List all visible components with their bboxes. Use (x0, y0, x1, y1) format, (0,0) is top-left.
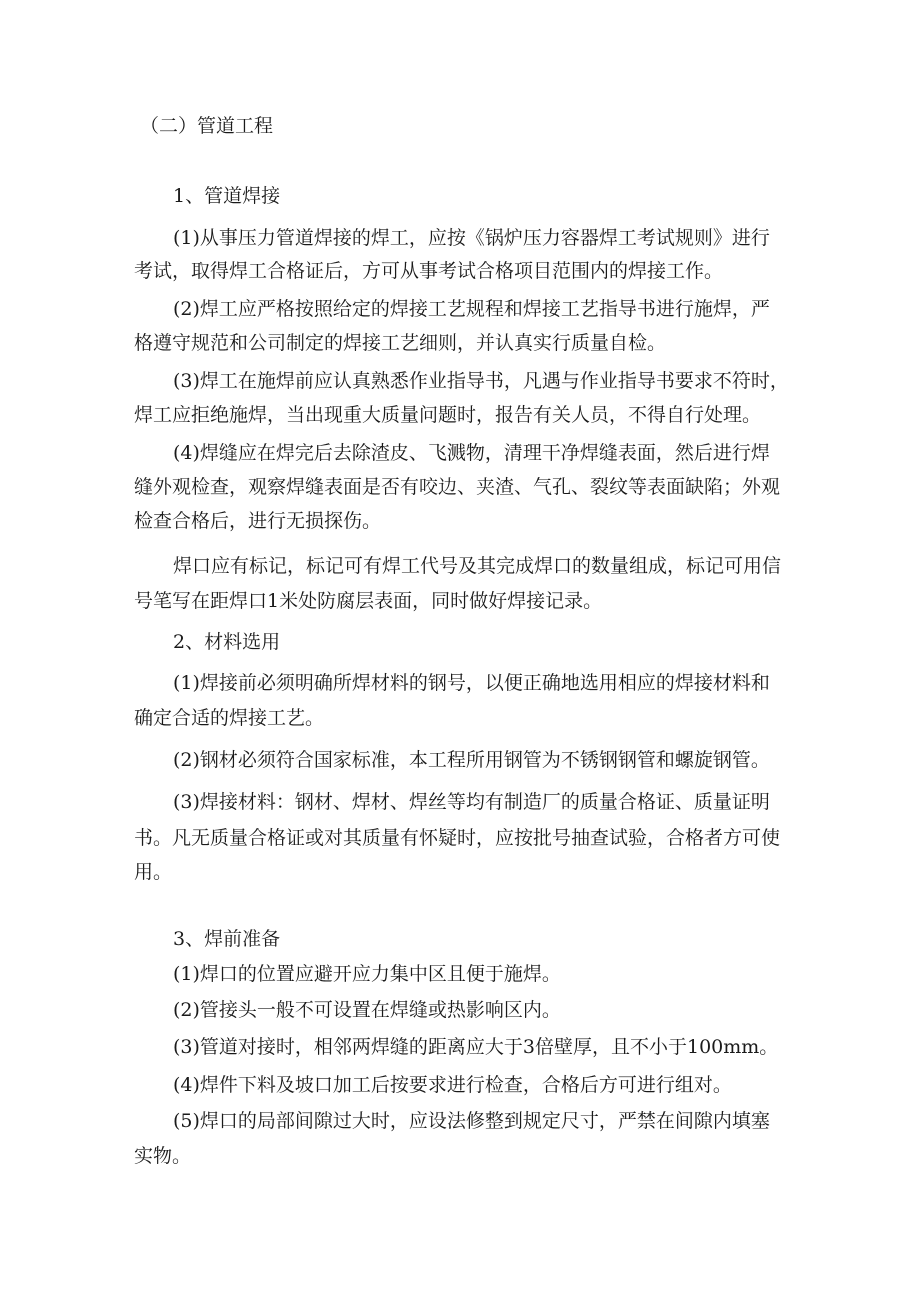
prep-heading: 3、焊前准备 (173, 928, 281, 950)
materials-p1-line2: 确定合适的焊接工艺。 (134, 707, 325, 729)
welding-p4-line2: 缝外观检查，观察焊缝表面是否有咬边、夹渣、气孔、裂纹等表面缺陷；外观 (134, 476, 781, 498)
welding-p4-line1: (4)焊缝应在焊完后去除渣皮、飞溅物，清理干净焊缝表面，然后进行焊 (173, 442, 770, 464)
prep-p3: (3)管道对接时，相邻两焊缝的距离应大于3倍壁厚，且不小于100mm。 (173, 1036, 779, 1058)
materials-p3-line3: 用。 (134, 861, 173, 883)
prep-p5-line2: 实物。 (134, 1145, 192, 1167)
section-title: （二）管道工程 (140, 115, 274, 137)
welding-p2-line2: 格遵守规范和公司制定的焊接工艺细则，并认真实行质量自检。 (134, 332, 667, 354)
welding-heading: 1、管道焊接 (173, 185, 281, 207)
prep-p4: (4)焊件下料及坡口加工后按要求进行检查，合格后方可进行组对。 (173, 1074, 732, 1096)
materials-p1-line1: (1)焊接前必须明确所焊材料的钢号，以便正确地选用相应的焊接材料和 (173, 672, 770, 694)
welding-p5-line2: 号笔写在距焊口1米处防腐层表面，同时做好焊接记录。 (134, 590, 603, 612)
welding-p5-line1: 焊口应有标记，标记可有焊工代号及其完成焊口的数量组成，标记可用信 (173, 555, 782, 577)
materials-p3-line1: (3)焊接材料：钢材、焊材、焊丝等均有制造厂的质量合格证、质量证明 (173, 791, 770, 813)
materials-p2-line1: (2)钢材必须符合国家标准，本工程所用钢管为不锈钢钢管和螺旋钢管。 (173, 749, 770, 771)
welding-p3-line2: 焊工应拒绝施焊，当出现重大质量问题时，报告有关人员，不得自行处理。 (134, 404, 762, 426)
prep-p1: (1)焊口的位置应避开应力集中区且便于施焊。 (173, 963, 561, 985)
welding-p3-line1: (3)焊工在施焊前应认真熟悉作业指导书，凡遇与作业指导书要求不符时， (173, 370, 789, 392)
materials-heading: 2、材料选用 (173, 631, 281, 653)
materials-p3-line2: 书。凡无质量合格证或对其质量有怀疑时，应按批号抽查试验，合格者方可使 (134, 827, 781, 849)
welding-p4-line3: 检查合格后，进行无损探伤。 (134, 510, 382, 532)
welding-p2-line1: (2)焊工应严格按照给定的焊接工艺规程和焊接工艺指导书进行施焊，严 (173, 298, 770, 320)
welding-p1-line2: 考试，取得焊工合格证后，方可从事考试合格项目范围内的焊接工作。 (134, 260, 724, 282)
welding-p1-line1: (1)从事压力管道焊接的焊工，应按《锅炉压力容器焊工考试规则》进行 (173, 227, 770, 249)
prep-p5-line1: (5)焊口的局部间隙过大时，应设法修整到规定尺寸，严禁在间隙内填塞 (173, 1110, 770, 1132)
prep-p2: (2)管接头一般不可设置在焊缝或热影响区内。 (173, 999, 561, 1021)
